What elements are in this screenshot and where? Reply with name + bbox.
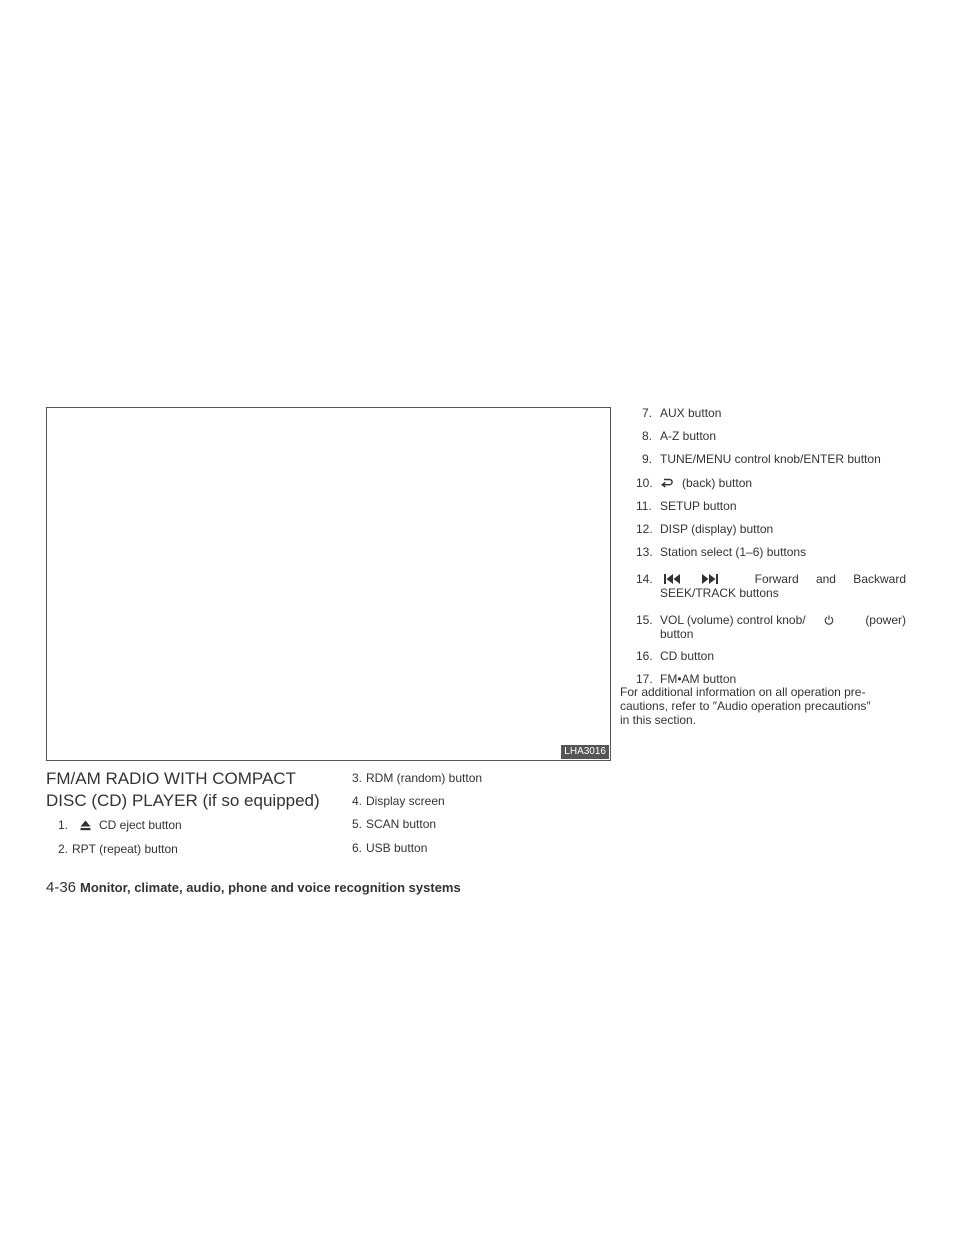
- note-line-1-text: For additional information on all operation pre-: [620, 685, 866, 699]
- item-text-power: (power): [865, 613, 906, 627]
- page-footer: [46, 879, 461, 897]
- page-number: 4-36: [46, 879, 77, 896]
- back-arrow-icon: [654, 476, 680, 490]
- item-number: 16.: [636, 649, 653, 663]
- item-number: 13.: [636, 545, 653, 559]
- item-text: RPT (repeat) button: [72, 842, 178, 856]
- item-number: 14.: [636, 572, 653, 586]
- item-number: 4.: [352, 794, 363, 808]
- heading-line-1: FM/AM RADIO WITH COMPACT: [46, 769, 296, 788]
- heading-line-2: DISC (CD) PLAYER (if so equipped): [46, 791, 320, 810]
- item-text: AUX button: [660, 406, 722, 420]
- item-text: Display screen: [366, 794, 445, 808]
- note-line-2: [620, 699, 906, 713]
- item-text: SETUP button: [660, 499, 737, 513]
- item-text: DISP (display) button: [660, 522, 774, 536]
- item-text-continued: button: [660, 627, 694, 641]
- item-number: 7.: [642, 406, 653, 420]
- item-number: 15.: [636, 613, 653, 627]
- item-number: 10.: [636, 476, 653, 490]
- power-icon: [819, 613, 839, 627]
- item-text: CD button: [660, 649, 715, 663]
- section-title: Monitor, climate, audio, phone and voice recognition systems: [80, 880, 461, 895]
- item-number: 9.: [642, 452, 653, 466]
- item-number: 2.: [58, 842, 69, 856]
- item-text: VOL (volume) control knob/: [660, 613, 806, 627]
- figure-code: LHA3016: [561, 745, 609, 759]
- list-item-15: [636, 613, 906, 643]
- item-number: 11.: [636, 499, 652, 513]
- item-text-continued: SEEK/TRACK buttons: [660, 586, 779, 600]
- item-text: RDM (random) button: [366, 771, 483, 785]
- item-number: 5.: [352, 817, 363, 831]
- item-text: CD eject button: [99, 818, 182, 832]
- item-text: TUNE/MENU control knob/ENTER button: [660, 452, 881, 466]
- item-number: 8.: [642, 429, 653, 443]
- seek-forward-icon: [698, 572, 722, 586]
- seek-back-icon: [660, 572, 684, 586]
- item-text: FM•AM button: [660, 672, 737, 686]
- list-item-14: [636, 572, 906, 602]
- item-text: A-Z button: [660, 429, 717, 443]
- item-number: 6.: [352, 841, 363, 855]
- note-paragraph: [620, 685, 906, 727]
- item-number: 3.: [352, 771, 363, 785]
- item-text: Station select (1–6) buttons: [660, 545, 807, 559]
- section-heading: [46, 768, 336, 812]
- item-number: 1.: [58, 818, 69, 832]
- item-number: 12.: [636, 522, 653, 536]
- note-line-2-text: cautions, refer to ″Audio operation precautions″: [620, 699, 871, 713]
- item-text: SCAN button: [366, 817, 437, 831]
- item-text: (back) button: [682, 476, 753, 490]
- note-line-1: [620, 685, 906, 699]
- eject-icon: [72, 818, 98, 832]
- item-text: Forward and Backward: [754, 572, 906, 586]
- item-text: USB button: [366, 841, 428, 855]
- illustration-frame: [46, 407, 611, 761]
- item-number: 17.: [636, 672, 653, 686]
- note-line-3: in this section.: [620, 713, 697, 727]
